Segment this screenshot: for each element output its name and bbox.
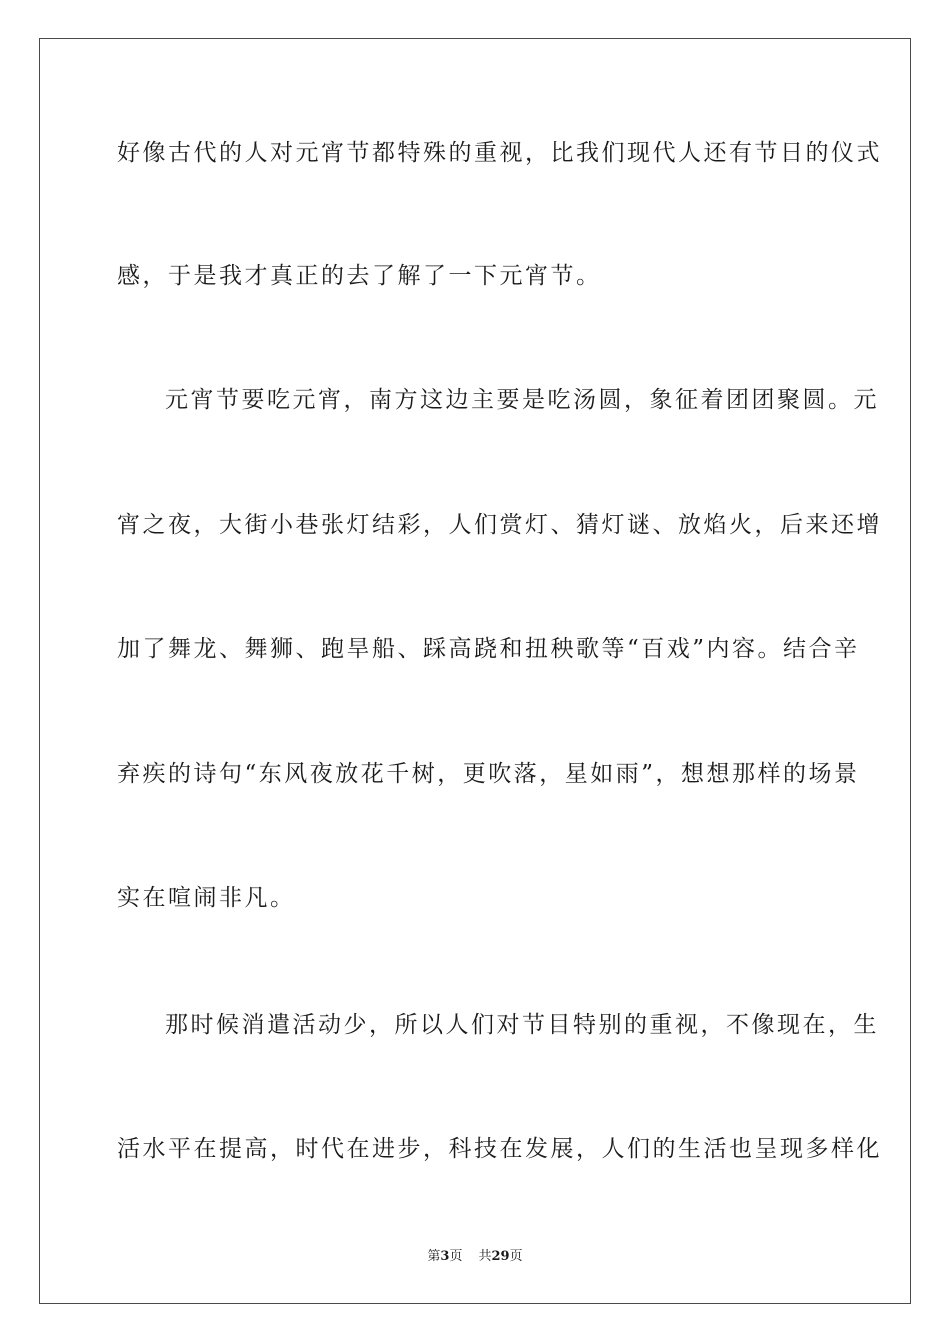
paragraph-first-line: 元宵节要吃元宵，南方这边主要是吃汤圆，象征着团团聚圆。元	[165, 387, 879, 413]
paragraph-first-line: 那时候消遣活动少，所以人们对节目特别的重视，不像现在，生	[165, 1012, 879, 1038]
text-line: 宵之夜，大街小巷张灯结彩，人们赏灯、猜灯谜、放焰火，后来还增	[117, 512, 882, 538]
text-line: 感，于是我才真正的去了解了一下元宵节。	[117, 263, 602, 289]
text-line: 弃疾的诗句“东风夜放花千树，更吹落，星如雨”，想想那样的场景	[117, 761, 860, 787]
text-line: 活水平在提高，时代在进步，科技在发展，人们的生活也呈现多样化	[117, 1136, 882, 1162]
text-line: 实在喧闹非凡。	[117, 885, 296, 911]
total-prefix: 共	[478, 1249, 492, 1264]
total-suffix: 页	[509, 1249, 523, 1264]
page-frame	[39, 38, 911, 1304]
text-line: 加了舞龙、舞狮、跑旱船、踩高跷和扭秧歌等“百戏”内容。结合辛	[117, 636, 860, 662]
total-pages: 29	[491, 1249, 510, 1264]
text-line: 好像古代的人对元宵节都特殊的重视，比我们现代人还有节日的仪式	[117, 140, 882, 166]
page-suffix: 页	[449, 1249, 463, 1264]
page-number: 3	[440, 1249, 450, 1264]
page-footer	[0, 1248, 950, 1266]
page-prefix: 第	[427, 1249, 441, 1264]
